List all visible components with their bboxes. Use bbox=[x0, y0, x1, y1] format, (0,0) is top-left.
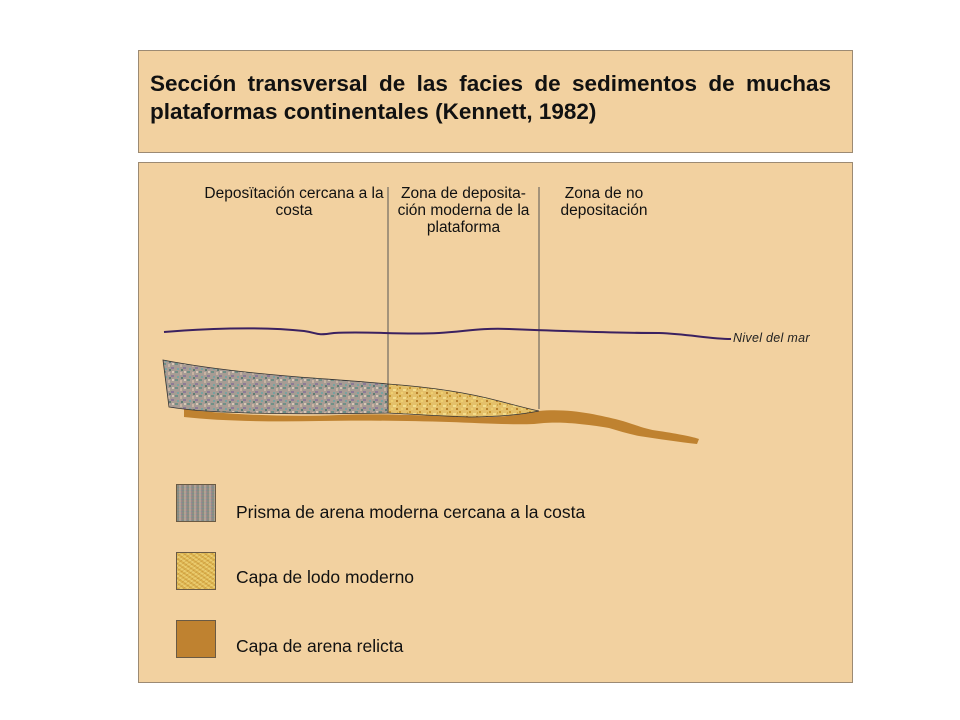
nearshore-sand-prism bbox=[163, 360, 388, 414]
legend-swatch-relict bbox=[176, 620, 216, 658]
sea-level-line bbox=[164, 328, 731, 339]
zone-label-no-deposition: Zona de no depositación bbox=[560, 185, 648, 219]
title-panel bbox=[138, 50, 853, 153]
legend-label-relict: Capa de arena relicta bbox=[236, 636, 404, 656]
zone-label-nearshore: Deposïtación cercana a la costa bbox=[204, 185, 384, 219]
modern-mud-layer bbox=[388, 384, 539, 417]
cross-section-drawing bbox=[139, 163, 854, 684]
sea-level-label: Nivel del mar bbox=[733, 331, 810, 345]
legend-swatch-mud bbox=[176, 552, 216, 590]
zone-label-modern-shelf: Zona de deposita- ción moderna de la plataforma bbox=[397, 185, 530, 236]
legend-swatch-sand bbox=[176, 484, 216, 522]
diagram-title: Sección transversal de las facies de sedimentos de muchas plataformas continentales (Kennett, 1982) bbox=[150, 71, 831, 124]
legend-label-mud: Capa de lodo moderno bbox=[236, 567, 415, 587]
legend-label-sand: Prisma de arena moderna cercana a la costa bbox=[236, 502, 586, 522]
diagram-panel bbox=[138, 162, 853, 683]
